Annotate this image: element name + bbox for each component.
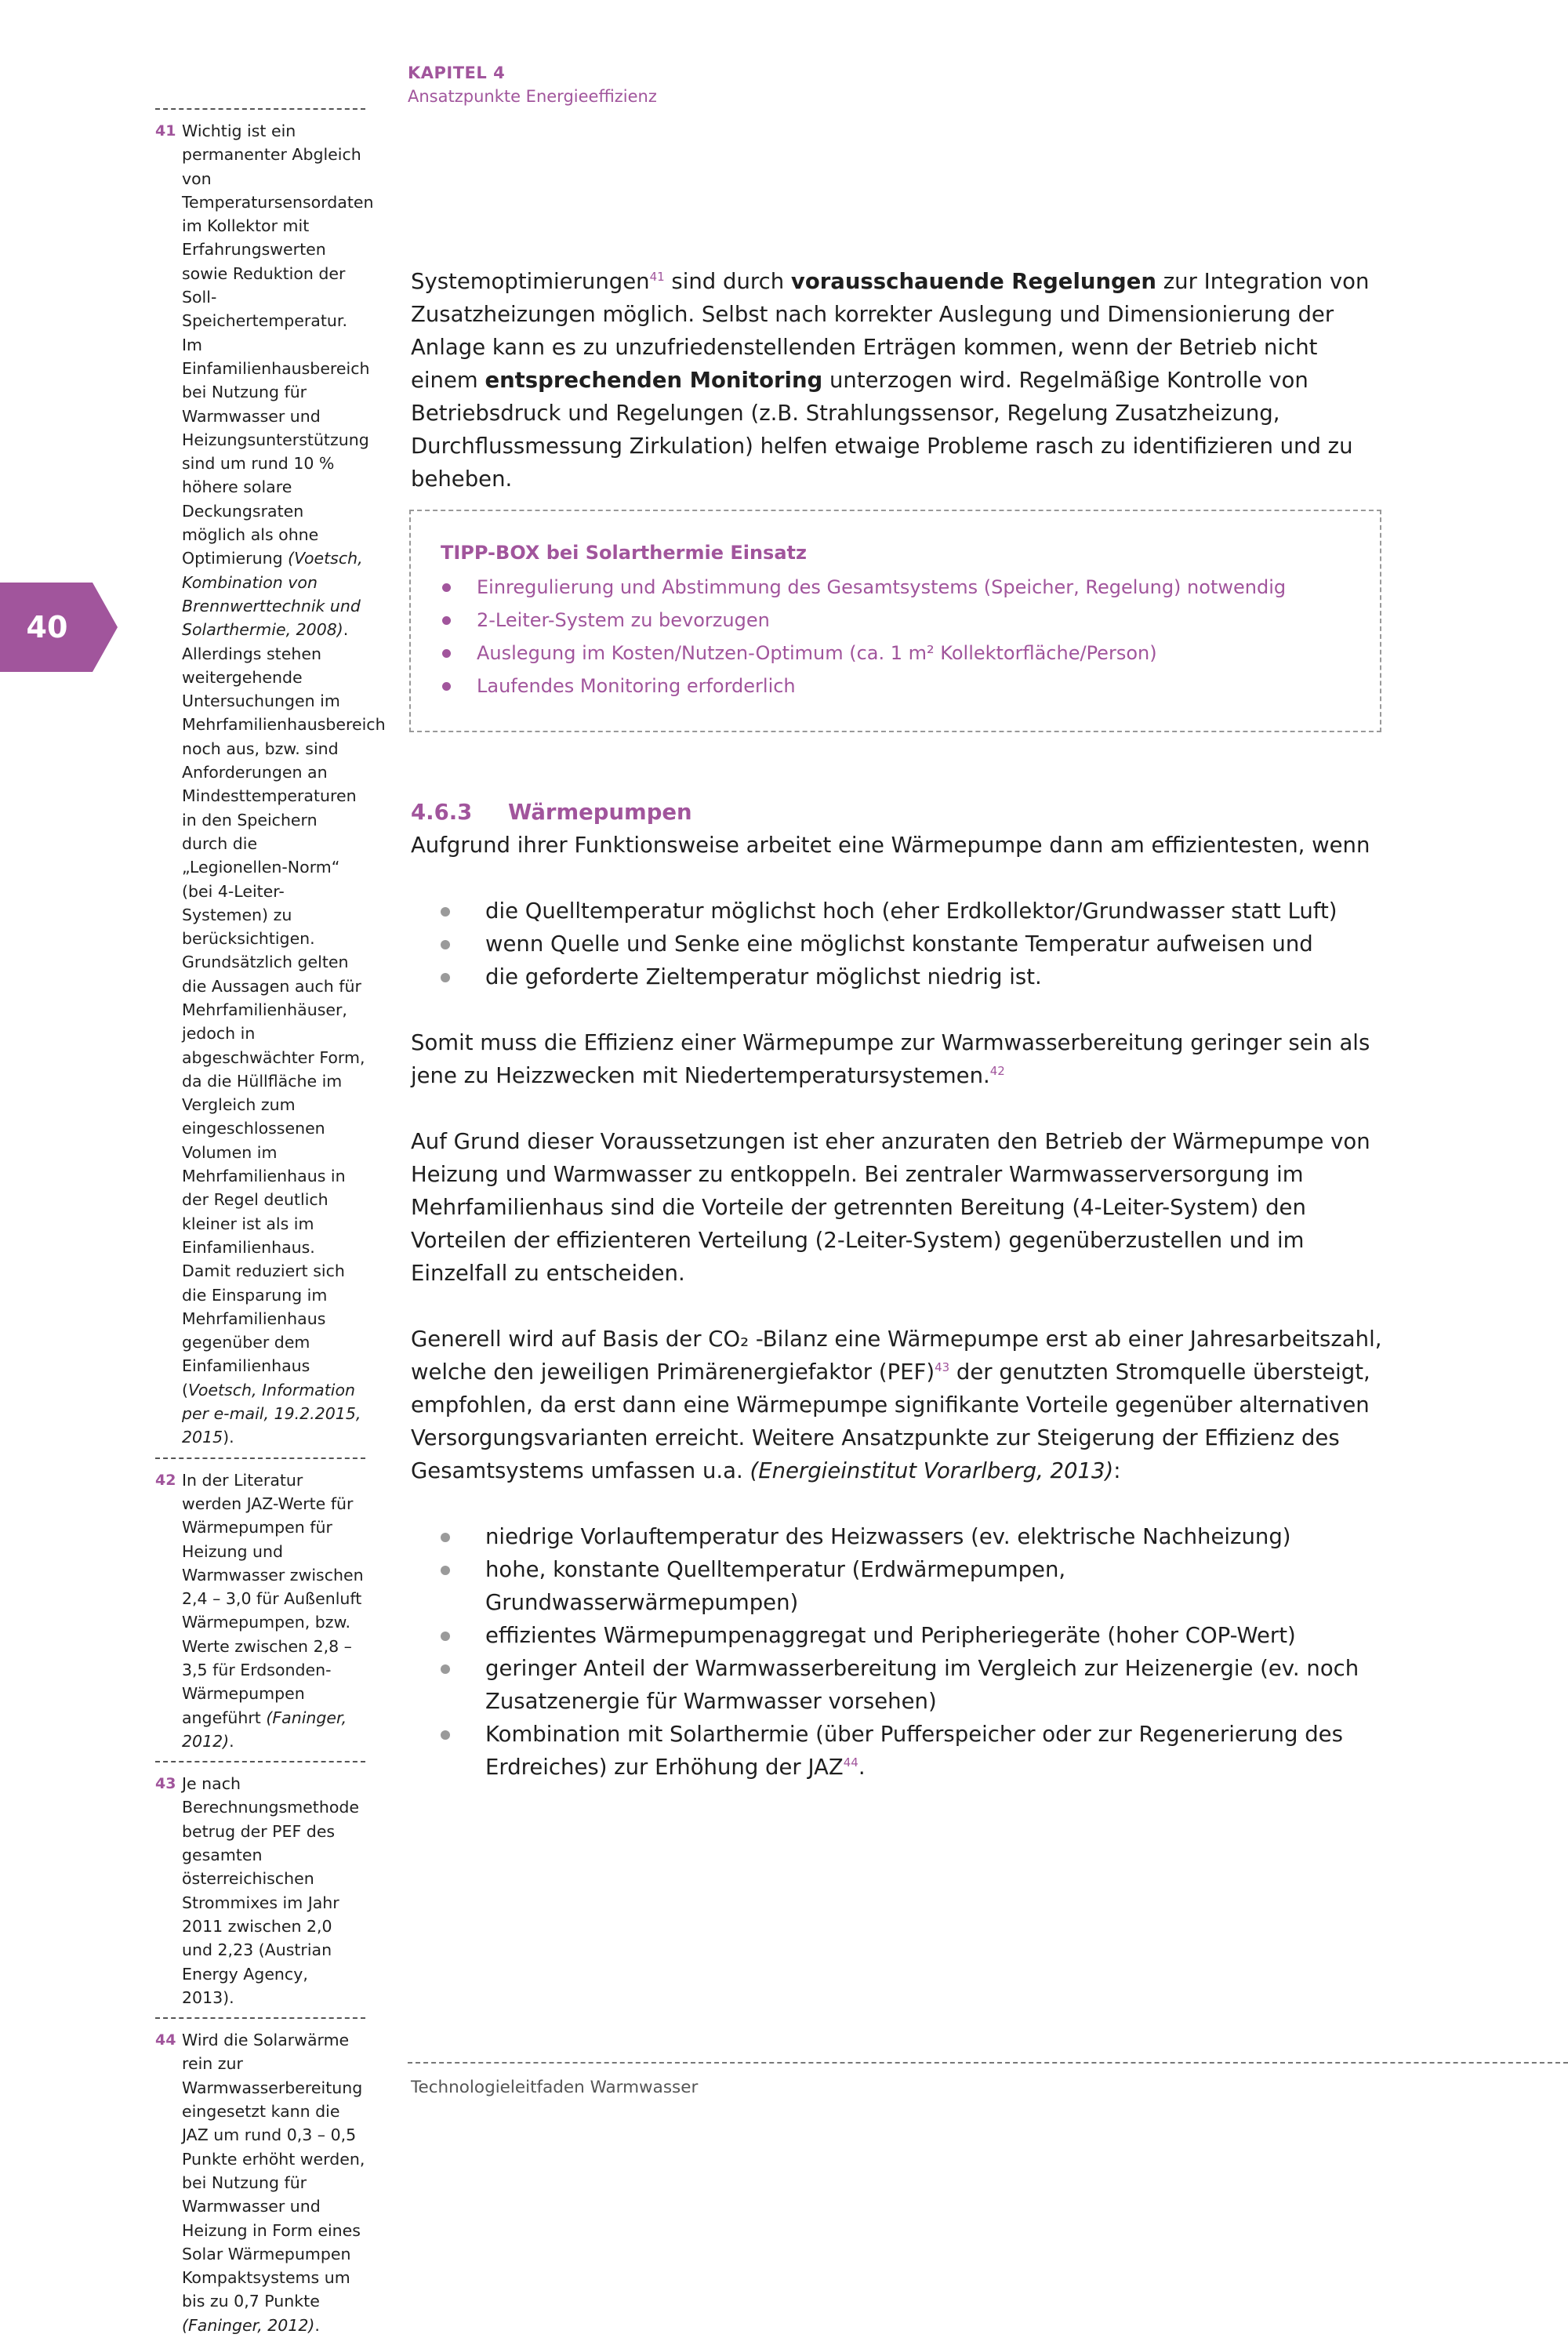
section-title: Wärmepumpen <box>508 800 692 825</box>
tip-list <box>441 571 1350 702</box>
chapter-header <box>408 61 657 108</box>
text-span: Generell wird auf Basis der CO₂ -Bilanz eine Wärmepumpe erst ab einer Jahresarbeitszahl, welche den jeweiligen Primärenergiefaktor (PEF) <box>411 1327 1382 1385</box>
emphasis: entsprechenden Monitoring <box>485 368 823 393</box>
list-item: effizientes Wärmepumpenaggregat und Peripheriegeräte (hoher COP-Wert) <box>411 1619 1385 1652</box>
footnote-ref-43[interactable]: 43 <box>935 1359 950 1374</box>
footnote-43 <box>155 1761 365 2017</box>
text-span: Somit muss die Effizienz einer Wärmepumpe zur Warmwasserbereitung geringer sein als jene zu Heizzwecken mit Niedertemperatursystemen. <box>411 1030 1370 1088</box>
tip-box-title: TIPP-BOX bei Solarthermie Einsatz <box>441 542 807 564</box>
footnote-text: Wird die Solarwärme rein zur Warmwasserbereitung eingesetzt kann die JAZ um rund 0,3 – 0,5 Punkte erhöht werden, bei Nutzung für Warmwasser und Heizung in Form eines Solar Wärmepumpen Kompaktsystems um bis zu 0,7 Punkte <box>182 2031 365 2311</box>
section-number: 4.6.3 <box>411 800 473 825</box>
efficiency-measures-list <box>411 1520 1385 1784</box>
text-span: Kombination mit Solarthermie (über Pufferspeicher oder zur Regenerierung des Erdreiches) zur Erhöhung der JAZ <box>485 1722 1343 1780</box>
tip-item: 2-Leiter-System zu bevorzugen <box>441 604 1350 637</box>
tip-item: Auslegung im Kosten/Nutzen-Optimum (ca. 1 m² Kollektorfläche/Person) <box>441 637 1350 670</box>
page-number-tab <box>0 583 118 672</box>
footnote-number: 44 <box>155 2031 176 2049</box>
footnote-text: ). <box>223 1428 234 1447</box>
section-body <box>411 829 1385 1784</box>
citation: (Energieinstitut Vorarlberg, 2013) <box>750 1458 1114 1483</box>
text-span: sind durch <box>664 269 791 294</box>
footnote-ref-41[interactable]: 41 <box>649 269 665 284</box>
footnote-citation: (Voetsch, Kombination von Brennwerttechnik und Solarthermie, 2008) <box>182 549 363 640</box>
footnote-42 <box>155 1457 365 1762</box>
footnote-ref-42[interactable]: 42 <box>989 1063 1005 1078</box>
footnote-text: . <box>314 2315 320 2335</box>
list-item: hohe, konstante Quelltemperatur (Erdwärmepumpen, Grundwasserwärmepumpen) <box>411 1553 1385 1619</box>
tip-box <box>409 510 1381 732</box>
page-number: 40 <box>26 610 68 644</box>
paragraph <box>411 1026 1385 1092</box>
text-span: : <box>1113 1458 1121 1483</box>
efficiency-conditions-list <box>411 895 1385 993</box>
tip-item: Einregulierung und Abstimmung des Gesamtsystems (Speicher, Regelung) notwendig <box>441 571 1350 604</box>
list-item: die Quelltemperatur möglichst hoch (eher Erdkollektor/Grundwasser statt Luft) <box>411 895 1385 927</box>
section-lead: Aufgrund ihrer Funktionsweise arbeitet eine Wärmepumpe dann am effizientesten, wenn <box>411 833 1370 858</box>
footnote-ref-44[interactable]: 44 <box>843 1755 858 1770</box>
intro-block <box>411 265 1385 495</box>
list-item: geringer Anteil der Warmwasserbereitung im Vergleich zur Heizenergie (ev. noch Zusatzenergie für Warmwasser vorsehen) <box>411 1652 1385 1718</box>
tip-item: Laufendes Monitoring erforderlich <box>441 670 1350 702</box>
list-item <box>411 1718 1385 1784</box>
footnote-number: 42 <box>155 1471 176 1489</box>
footnote-citation: (Faninger, 2012) <box>182 1708 347 1751</box>
footnotes-sidebar <box>155 108 386 2345</box>
paragraph: Auf Grund dieser Voraussetzungen ist eher anzuraten den Betrieb der Wärmepumpe von Heizung und Warmwasser zu entkoppeln. Bei zentraler Warmwasserversorgung im Mehrfamilienhaus sind die Vorteile der getrennten Bereitung (4-Leiter-System) den Vorteilen der effizienteren Verteilung (2-Leiter-System) gegenüberzustellen und im Einzelfall zu entscheiden. <box>411 1129 1370 1286</box>
footnote-text: . <box>229 1731 234 1751</box>
text-span: unterzogen wird. Regelmäßige Kontrolle von Betriebsdruck und Regelungen (z.B. Strahlungssensor, Regelung Zusatzheizung, Durchflussmessung Zirkulation) helfen etwaige Probleme rasch zu identifizieren und zu beheben. <box>411 368 1353 492</box>
footer-divider <box>408 2062 1568 2064</box>
footnote-number: 43 <box>155 1775 176 1793</box>
list-item: die geforderte Zieltemperatur möglichst niedrig ist. <box>411 960 1385 993</box>
footnote-number: 41 <box>155 122 176 140</box>
footer-title: Technologieleitfaden Warmwasser <box>411 2078 699 2097</box>
text-span: Systemoptimierungen <box>411 269 650 294</box>
footnote-citation: (Faninger, 2012) <box>182 2315 315 2335</box>
emphasis: vorausschauende Regelungen <box>790 269 1156 294</box>
footnote-44 <box>155 2017 365 2345</box>
paragraph <box>411 1323 1385 1487</box>
text-span: . <box>858 1755 866 1780</box>
footnote-text: . Allerdings stehen weitergehende Untersuchungen im Mehrfamilienhausbereich noch aus, bzw. sind Anforderungen an Mindesttemperaturen in den Speichern durch die „Legionellen-Norm“ (bei 4-Leiter-Systemen) zu berücksichtigen. Grundsätzlich gelten die Aussagen auch für Mehrfamilienhäuser, jedoch in abgeschwächter Form, da die Hüllfläche im Vergleich zum eingeschlossenen Volumen im Mehrfamilienhaus in der Regel deutlich kleiner ist als im Einfamilienhaus. Damit reduziert sich die Einsparung im Mehrfamilienhaus gegenüber dem Einfamilienhaus ( <box>182 620 386 1399</box>
footnote-text: In der Literatur werden JAZ-Werte für Wärmepumpen für Heizung und Warmwasser zwischen 2,4 – 3,0 für Außenluft Wärmepumpen, bzw. Werte zwischen 2,8 – 3,5 für Erdsonden-Wärmepumpen angeführt <box>182 1470 364 1727</box>
section-heading <box>411 796 692 829</box>
footnote-citation: Voetsch, Information per e-mail, 19.2.2015, 2015 <box>182 1380 361 1447</box>
chapter-subtitle: Ansatzpunkte Energieeffizienz <box>408 87 657 106</box>
list-item: wenn Quelle und Senke eine möglichst konstante Temperatur aufweisen und <box>411 927 1385 960</box>
footnote-41 <box>155 108 386 1457</box>
intro-paragraph <box>411 265 1385 495</box>
footnote-text: Je nach Berechnungsmethode betrug der PEF des gesamten österreichischen Strommixes im Jahr 2011 zwischen 2,0 und 2,23 (Austrian Energy Agency, 2013). <box>182 1774 359 2007</box>
text-span: zur Integration von Zusatzheizungen möglich. Selbst nach korrekter Auslegung und Dimensionierung der Anlage kann es zu unzufriedenstellenden Erträgen kommen, wenn der Betrieb nicht einem <box>411 269 1370 393</box>
list-item: niedrige Vorlauftemperatur des Heizwassers (ev. elektrische Nachheizung) <box>411 1520 1385 1553</box>
chapter-number: KAPITEL 4 <box>408 64 506 82</box>
footnote-text: Wichtig ist ein permanenter Abgleich von Temperatursensordaten im Kollektor mit Erfahrungswerten sowie Reduktion der Soll-Speichertemperatur. Im Einfamilienhausbereich bei Nutzung für Warmwasser und Heizungsunterstützung sind um rund 10 % höhere solare Deckungsraten möglich als ohne Optimierung <box>182 122 374 568</box>
text-span: der genutzten Stromquelle übersteigt, empfohlen, da erst dann eine Wärmepumpe signifikante Vorteile gegenüber alternativen Versorgungsvarianten erreicht. Weitere Ansatzpunkte zur Steigerung der Effizienz des Gesamtsystems umfassen u.a. <box>411 1359 1370 1483</box>
